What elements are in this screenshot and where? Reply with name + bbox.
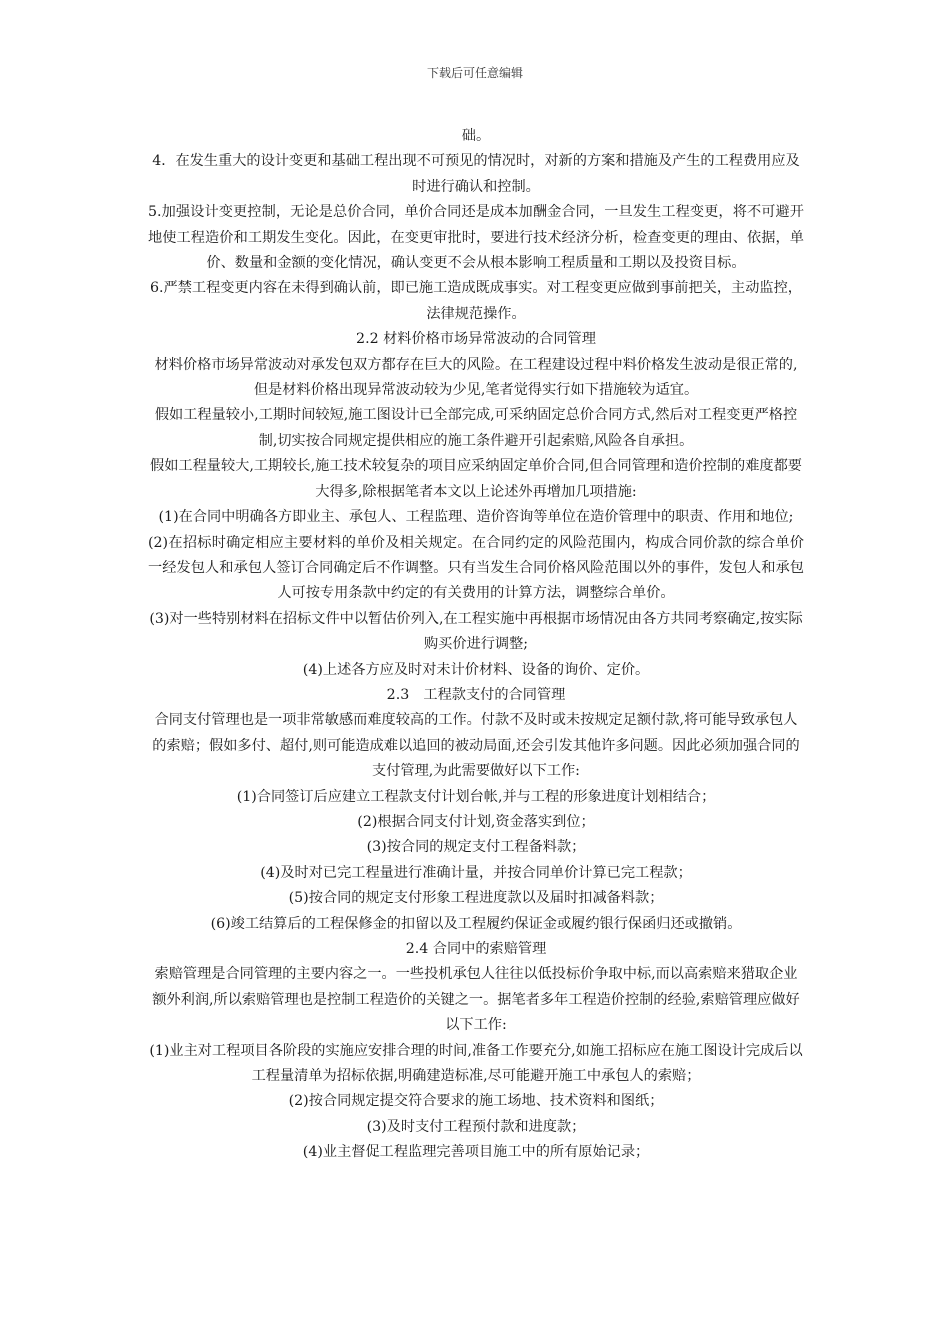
paragraph: 2.4 合同中的索赔管理 <box>405 941 547 957</box>
paragraph: (3)按合同的规定支付工程备料款； <box>366 839 586 856</box>
paragraph: (5)按合同的规定支付形象工程进度款以及届时扣减备料款； <box>288 890 664 907</box>
paragraph: 假如工程量较大,工期较长,施工技术较复杂的项目应采纳固定单价合同,但合同管理和造价控制的难度都要大得多,除根据笔者本文以上论述外再增加几项措施: <box>150 458 802 500</box>
document-body <box>148 124 804 1166</box>
paragraph: (2)根据合同支付计划,资金落实到位； <box>357 813 595 830</box>
paragraph: 假如工程量较小,工期时间较短,施工图设计已全部完成,可采纳固定总价合同方式,然后对工程变更严格控制,切实按合同规定提供相应的施工条件避开引起索赔,风险各自承担。 <box>154 407 798 449</box>
page-header: 下载后可任意编辑 <box>426 66 523 80</box>
paragraph: 索赔管理是合同管理的主要内容之一。一些投机承包人往往以低投标价争取中标,而以高索赔来猎取企业额外利润,所以索赔管理也是控制工程造价的关键之一。据笔者多年工程造价控制的经验,索赔管理应做好以下工作: <box>152 966 800 1034</box>
paragraph: 础。 <box>461 128 491 144</box>
paragraph: 2.3 工程款支付的合同管理 <box>386 686 566 703</box>
paragraph: (2)在招标时确定相应主要材料的单价及相关规定。在合同约定的风险范围内，构成合同价款的综合单价一经发包人和承包人签订合同确定后不作调整。只有当发生合同价格风险范围以外的事件，发包人和承包人可按专用条款中约定的有关费用的计算方法，调整综合单价。 <box>148 534 804 602</box>
paragraph: 6.严禁工程变更内容在未得到确认前，即已施工造成既成事实。对工程变更应做到事前把关，主动监控，法律规范操作。 <box>150 280 802 322</box>
paragraph: (1)在合同中明确各方即业主、承包人、工程监理、造价咨询等单位在造价管理中的职责、作用和地位; <box>158 509 794 526</box>
paragraph: (3)对一些特别材料在招标文件中以暂估价列入,在工程实施中再根据市场情况由各方共同考察确定,按实际购买价进行调整; <box>149 610 803 653</box>
paragraph: (4)上述各方应及时对未计价材料、设备的询价、定价。 <box>302 661 650 678</box>
paragraph: 2.2 材料价格市场异常波动的合同管理 <box>356 331 596 348</box>
paragraph: 4．在发生重大的设计变更和基础工程出现不可预见的情况时，对新的方案和措施及产生的工程费用应及时进行确认和控制。 <box>152 153 800 195</box>
paragraph: 合同支付管理也是一项非常敏感而难度较高的工作。付款不及时或未按规定足额付款,将可能导致承包人的索赔；假如多付、超付,则可能造成难以追回的被动局面,还会引发其他许多问题。因此必须加强合同的支付管理,为此需要做好以下工作: <box>152 712 800 780</box>
paragraph: (4)业主督促工程监理完善项目施工中的所有原始记录； <box>302 1144 650 1161</box>
paragraph: (6)竣工结算后的工程保修金的扣留以及工程履约保证金或履约银行保函归还或撤销。 <box>210 915 742 932</box>
paragraph: 5.加强设计变更控制，无论是总价合同，单价合同还是成本加酬金合同，一旦发生工程变更，将不可避开地使工程造价和工期发生变化。因此，在变更审批时，要进行技术经济分析，检查变更的理由、依据，单价、数量和金额的变化情况，确认变更不会从根本影响工程质量和工期以及投资目标。 <box>148 204 804 272</box>
paragraph: (3)及时支付工程预付款和进度款； <box>366 1118 586 1135</box>
paragraph: (2)按合同规定提交符合要求的施工场地、技术资料和图纸； <box>288 1093 664 1110</box>
paragraph: 材料价格市场异常波动对承发包双方都存在巨大的风险。在工程建设过程中料价格发生波动是很正常的,但是材料价格出现异常波动较为少见,笔者觉得实行如下措施较为适宜。 <box>154 356 798 399</box>
paragraph: (1)业主对工程项目各阶段的实施应安排合理的时间,准备工作要充分,如施工招标应在施工图设计完成后以工程量清单为招标依据,明确建造标准,尽可能避开施工中承包人的索赔； <box>149 1042 803 1085</box>
paragraph: (4)及时对已完工程量进行准确计量，并按合同单价计算已完工程款； <box>260 864 692 881</box>
paragraph: (1)合同签订后应建立工程款支付计划台帐,并与工程的形象进度计划相结合； <box>236 788 716 805</box>
